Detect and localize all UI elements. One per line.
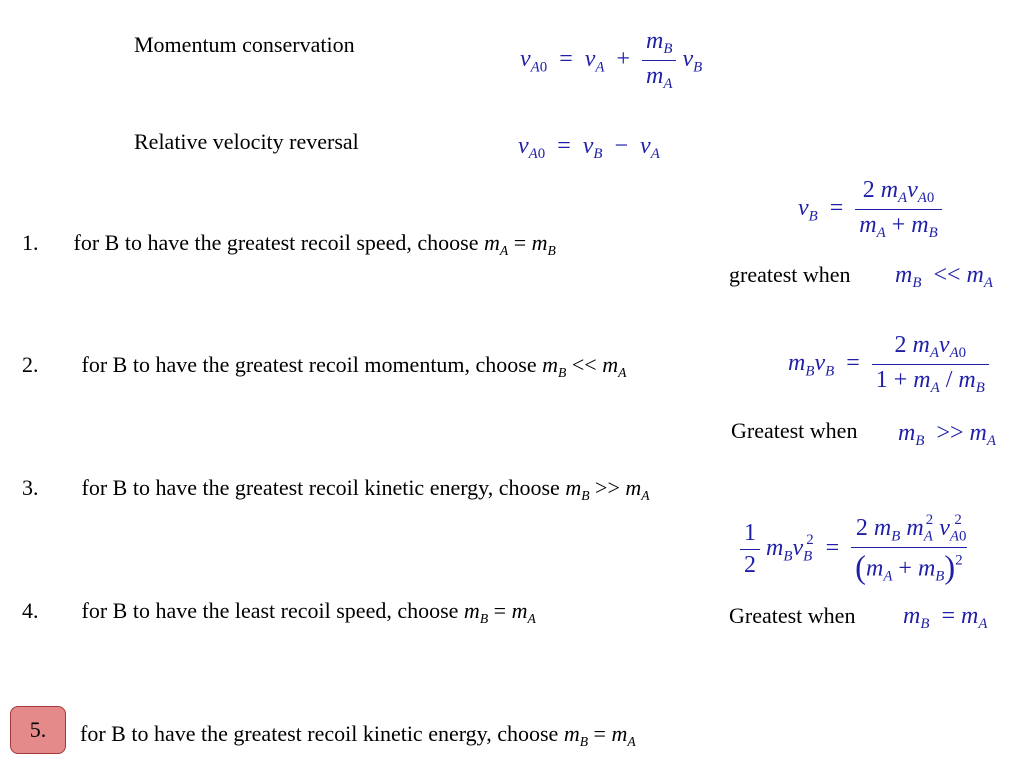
- answer-option-3[interactable]: [22, 475, 650, 509]
- cond-lhs-sub: B: [915, 433, 925, 450]
- option-lhs-sub: B: [558, 364, 567, 380]
- momentum-b-equation: $m_Bv_B$ = $\frac{2 m_Av_{A0}}{1 + m_A / m_B}$: [788, 332, 989, 397]
- energy-condition-math: [903, 603, 987, 633]
- option-rhs: m: [625, 475, 642, 500]
- option-number: 3.: [22, 475, 39, 500]
- option-rel: =: [593, 721, 606, 746]
- option-lhs: m: [563, 721, 580, 746]
- cond-lhs: m: [903, 603, 921, 629]
- cond-rel: <<: [933, 262, 961, 288]
- option-text: for B to have the least recoil speed, choose: [81, 598, 464, 623]
- option-rhs-sub: A: [527, 610, 536, 626]
- option-rhs-sub: B: [547, 242, 556, 258]
- cond-rhs-sub: A: [978, 616, 988, 633]
- option-number: 4.: [22, 598, 39, 623]
- cond-rhs: m: [966, 262, 984, 288]
- option-rel: =: [513, 230, 527, 255]
- option-lhs: m: [463, 598, 480, 623]
- cond-rhs-sub: A: [983, 275, 993, 292]
- momentum-condition-math: [898, 420, 996, 450]
- cond-rhs: m: [969, 420, 987, 446]
- selected-option-highlight[interactable]: [10, 706, 66, 754]
- option-rhs-sub: A: [641, 487, 650, 503]
- option-lhs-sub: B: [479, 610, 489, 626]
- cond-lhs: m: [898, 420, 916, 446]
- relative-velocity-equation: $v_{A0} = v_B - v_A$: [518, 133, 660, 163]
- option-rhs-sub: A: [618, 364, 627, 380]
- option-lhs: m: [565, 475, 582, 500]
- option-text: for B to have the greatest recoil kinetic energy, choose: [80, 721, 564, 746]
- option-lhs: m: [542, 352, 559, 377]
- option-rhs: m: [511, 598, 528, 623]
- option-text: for B to have the greatest recoil speed, choose: [73, 230, 485, 255]
- option-rhs: m: [611, 721, 628, 746]
- cond-rhs-sub: A: [986, 433, 996, 450]
- kinetic-energy-equation: $\frac{1}{2}$ $m_Bv_B^2$ = $\frac{2 m_B m_A^2 v_{A0}^2}{(m_A + m_B)^2}$: [740, 512, 967, 587]
- cond-lhs-sub: B: [912, 275, 922, 292]
- option-rhs: m: [531, 230, 548, 255]
- option-lhs-sub: A: [499, 242, 509, 258]
- relative-velocity-heading: Relative velocity reversal: [134, 129, 359, 154]
- speed-condition-math: [895, 262, 993, 292]
- option-rhs-sub: A: [627, 733, 636, 749]
- cond-rel: >>: [936, 420, 964, 446]
- option-lhs-sub: B: [579, 733, 589, 749]
- option-number: 5.: [29, 717, 47, 742]
- cond-rhs: m: [960, 603, 979, 629]
- cond-lhs-sub: B: [920, 616, 930, 633]
- cond-lhs: m: [895, 262, 913, 288]
- answer-option-2[interactable]: [22, 352, 626, 386]
- momentum-heading: Momentum conservation: [134, 32, 355, 57]
- speed-condition-label: greatest when: [729, 262, 851, 287]
- answer-option-4[interactable]: [22, 598, 536, 632]
- energy-condition-label: Greatest when: [729, 603, 856, 628]
- option-rhs: m: [602, 352, 619, 377]
- option-lhs-sub: B: [581, 487, 590, 503]
- cond-rel: =: [941, 603, 955, 629]
- answer-option-5[interactable]: [80, 721, 636, 755]
- option-rel: =: [493, 598, 507, 623]
- option-number: 2.: [22, 352, 39, 377]
- option-rel: <<: [571, 352, 597, 377]
- option-number: 1.: [22, 230, 39, 255]
- momentum-equation: $v_{A0} = v_A$ + $\frac{m_B}{m_A}$ $v_B$: [520, 28, 703, 93]
- option-lhs: m: [484, 230, 500, 255]
- answer-option-1[interactable]: [22, 230, 556, 264]
- momentum-condition-label: Greatest when: [731, 418, 858, 443]
- vb-equation: $v_B$ = $\frac{2 m_Av_{A0}}{m_A + m_B}$: [798, 177, 942, 242]
- option-text: for B to have the greatest recoil kinetic energy, choose: [81, 475, 566, 500]
- option-text: for B to have the greatest recoil momentum, choose: [81, 352, 543, 377]
- option-rel: >>: [595, 475, 620, 500]
